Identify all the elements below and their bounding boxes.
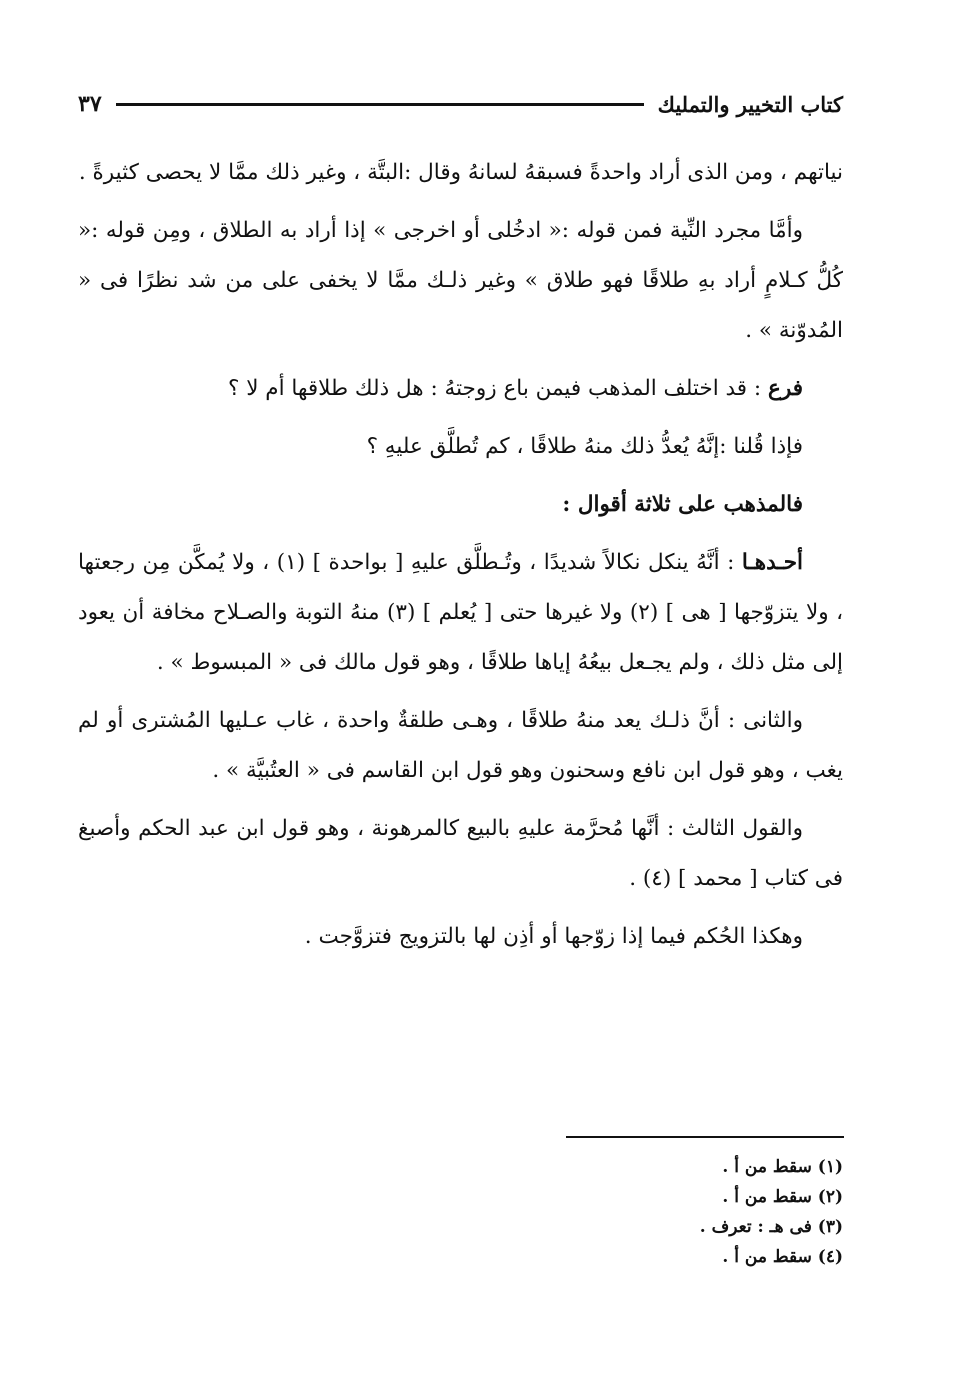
paragraph <box>78 480 843 530</box>
paragraph-lead: فرع <box>768 376 803 401</box>
paragraph-lead: أحـدهـا <box>741 550 803 575</box>
footnote: (٣) فى هـ : تعرف . <box>699 1217 843 1237</box>
paragraph-text: : قد اختلف المذهب فيمن باع زوجتهُ : هل ذلك طلاقها أم لا ؟ <box>227 376 762 401</box>
paragraph <box>78 538 843 688</box>
section-heading: فالمذهب على ثلاثة أقوال : <box>562 492 803 517</box>
paragraph-text: والثانى : أنَّ ذلـك يعد منهُ طلاقًا ، وهـى طلقةٌ واحدة ، غاب عـليها المُشترى أو لم يغب ، وهو قول ابن نافع وسحنون وهو قول ابن القاسم فى « العتُبيَّة » . <box>78 708 843 783</box>
page-number: ٣٧ <box>78 91 102 117</box>
footnote: (١) سقط من أ . <box>722 1157 843 1177</box>
paragraph <box>78 364 843 414</box>
page-header <box>78 84 843 124</box>
footnote: (٤) سقط من أ . <box>722 1247 843 1267</box>
footnote: (٢) سقط من أ . <box>722 1187 843 1207</box>
paragraph-text: وهكذا الحُكم فيما إذا زوّجها أو أذِن لها بالتزويج فتزوَّجت . <box>304 924 803 949</box>
footnote-separator <box>566 1136 844 1138</box>
paragraph <box>78 804 843 904</box>
running-title: كتاب التخيير والتمليك <box>657 91 843 117</box>
paragraph-text: وأمَّا مجرد النِّية فمن قوله :« ادخُلى أو اخرجى » إذا أراد به الطلاق ، ومِن قوله :« كُلُّ كـلامٍ أراد بهِ طلاقًا فهو طلاق » وغير ذلـك ممَّا لا يخفى على من شد نظرًا فى « المُدوّنة » . <box>78 218 843 343</box>
paragraph-text: فإذا قُلنا :إنَّهُ يُعدُّ ذلك منهُ طلاقًا ، كم تُطلَّق عليهِ ؟ <box>366 434 803 459</box>
paragraph <box>78 422 843 472</box>
paragraph <box>78 912 843 962</box>
main-text <box>78 148 843 970</box>
paragraph-text: والقول الثالث : أنَّها مُحرَّمة عليهِ بالبيع كالمرهونة ، وهو قول ابن عبد الحكم وأصبغ فى كتاب [ محمد ] (٤) . <box>78 816 843 891</box>
footnotes <box>560 1152 843 1272</box>
header-rule <box>116 103 644 106</box>
paragraph-text: : أنَّهُ ينكل نكالاً شديدًا ، وتُـطلَّق عليهِ [ بواحدة ] (١) ، ولا يُمكَّن مِن رجعتها ، ولا يتزوّجها [ هى ] (٢) ولا غيرها حتى [ يُعلم ] (٣) منهُ التوبة والصـلاح مخافة أن يعود إلى مثل ذلك ، ولم يجـعل بيعُهُ إياها طلاقًا ، وهو قول مالك فى « المبسوط » . <box>78 550 844 675</box>
paragraph-text: نياتهم ، ومن الذى أراد واحدةً فسبقهُ لسانهُ وقال :البتَّة ، وغير ذلك ممَّا لا يحصى كثيرةً . <box>78 160 843 185</box>
paragraph <box>78 148 843 198</box>
paragraph <box>78 206 843 356</box>
paragraph <box>78 696 843 796</box>
